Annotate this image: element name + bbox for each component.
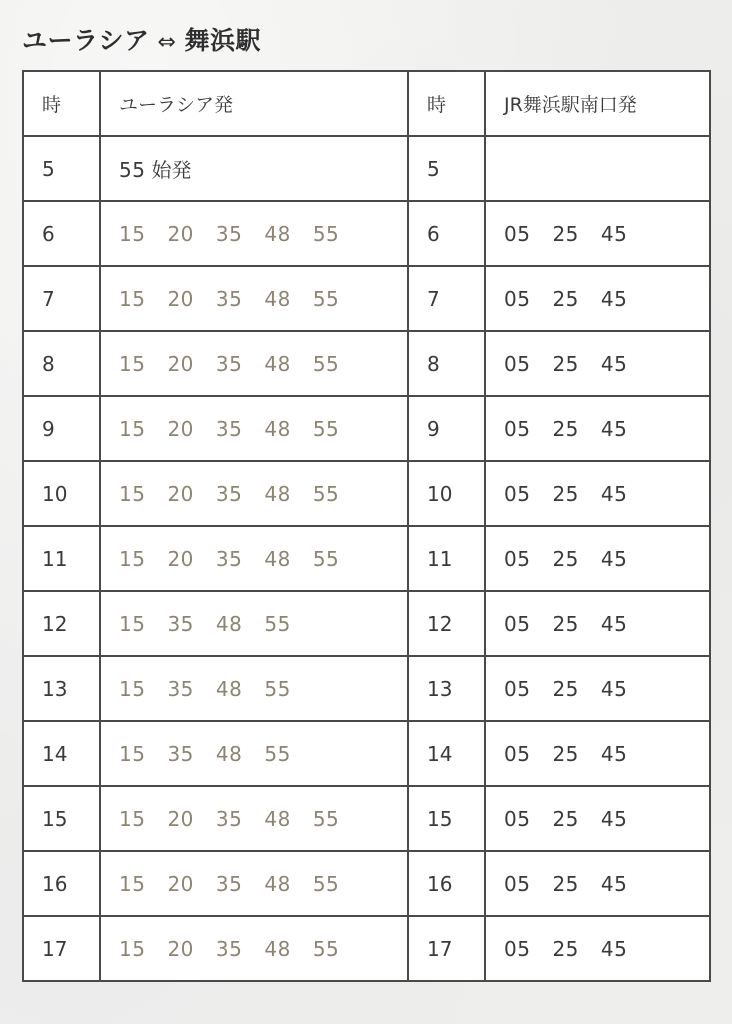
- hour-cell-eurasia: 6: [23, 201, 100, 266]
- departure-time: 25: [552, 871, 579, 896]
- departure-time: 35: [215, 416, 243, 441]
- hour-cell-maihama: 17: [408, 916, 485, 981]
- departure-time: 25: [552, 741, 579, 766]
- departure-times-maihama: [485, 851, 710, 916]
- hour-cell-maihama: 16: [408, 851, 485, 916]
- departure-times-maihama: [485, 461, 710, 526]
- hour-cell-maihama: 15: [408, 786, 485, 851]
- departure-times-eurasia: [100, 266, 408, 331]
- departure-times-eurasia: [100, 201, 408, 266]
- table-row: [23, 656, 710, 721]
- departure-time: 25: [552, 351, 579, 376]
- hour-cell-eurasia: 9: [23, 396, 100, 461]
- departure-times-maihama: [485, 331, 710, 396]
- table-row: [23, 461, 710, 526]
- departure-time: 55: [312, 221, 340, 246]
- departure-time: 35: [215, 936, 243, 961]
- departure-time: 45: [600, 351, 628, 376]
- departure-time: 48: [264, 286, 291, 311]
- departure-times-maihama: [485, 526, 710, 591]
- departure-time: 05: [504, 936, 531, 961]
- departure-times-eurasia: [100, 136, 408, 201]
- departure-time: 45: [600, 806, 628, 831]
- departure-time: 15: [119, 481, 146, 506]
- hour-cell-eurasia: 11: [23, 526, 100, 591]
- departure-time: 35: [215, 221, 243, 246]
- table-row: [23, 786, 710, 851]
- departure-times-maihama: [485, 916, 710, 981]
- departure-time: 25: [552, 611, 579, 636]
- page-title: [22, 22, 261, 62]
- hour-cell-maihama: 9: [408, 396, 485, 461]
- departure-time: 20: [167, 936, 194, 961]
- departure-time: 35: [215, 286, 243, 311]
- hour-cell-maihama: 11: [408, 526, 485, 591]
- hour-cell-maihama: 14: [408, 721, 485, 786]
- departure-time: 15: [119, 416, 146, 441]
- departure-time: 48: [264, 351, 291, 376]
- header-hour-left: 時: [23, 71, 100, 136]
- table-row: [23, 526, 710, 591]
- departure-times-maihama: [485, 591, 710, 656]
- departure-time: 20: [167, 871, 194, 896]
- departure-times-eurasia: [100, 656, 408, 721]
- hour-cell-eurasia: 17: [23, 916, 100, 981]
- departure-time: 20: [167, 481, 194, 506]
- departure-time: 20: [167, 351, 194, 376]
- table-row: [23, 396, 710, 461]
- departure-time: 48: [264, 806, 291, 831]
- departure-time: 25: [552, 936, 579, 961]
- departure-time: 15: [119, 611, 146, 636]
- departure-time: 35: [167, 611, 194, 636]
- hour-cell-eurasia: 16: [23, 851, 100, 916]
- header-row: [23, 71, 710, 136]
- departure-time: 48: [215, 611, 243, 636]
- departure-time: 55: [264, 611, 291, 636]
- departure-time: 05: [504, 351, 531, 376]
- departure-times-eurasia: [100, 851, 408, 916]
- departure-time: 25: [552, 806, 579, 831]
- departure-time: 05: [504, 416, 531, 441]
- departure-time: 15: [119, 546, 146, 571]
- departure-time: 48: [264, 221, 291, 246]
- departure-time: 25: [552, 416, 579, 441]
- hour-cell-eurasia: 10: [23, 461, 100, 526]
- departure-times-maihama: [485, 396, 710, 461]
- departure-time: 48: [264, 546, 291, 571]
- table-row: [23, 591, 710, 656]
- departure-time: 05: [504, 741, 531, 766]
- departure-time: 55: [264, 676, 291, 701]
- departure-time: 25: [552, 676, 579, 701]
- hour-cell-eurasia: 15: [23, 786, 100, 851]
- departure-time: 15: [119, 351, 146, 376]
- departure-time: 55: [264, 741, 291, 766]
- departure-time: 48: [264, 481, 291, 506]
- departure-time: 25: [552, 481, 579, 506]
- departure-time: 55: [312, 481, 340, 506]
- departure-time: 55: [312, 546, 340, 571]
- departure-time: 55: [312, 351, 340, 376]
- departure-time: 25: [552, 221, 579, 246]
- departure-time: 55: [312, 871, 340, 896]
- table-row: [23, 916, 710, 981]
- timetable-body: [23, 136, 710, 981]
- table-row: [23, 721, 710, 786]
- departure-time: 45: [600, 676, 628, 701]
- departure-time: 15: [119, 936, 146, 961]
- table-row: [23, 201, 710, 266]
- departure-time: 05: [504, 481, 531, 506]
- departure-time: 15: [119, 286, 146, 311]
- header-hour-right: 時: [408, 71, 485, 136]
- departure-time: 35: [215, 871, 243, 896]
- header-from-maihama: JR舞浜駅南口発: [485, 71, 710, 136]
- title-from: ユーラシア: [22, 26, 150, 55]
- hour-cell-maihama: 12: [408, 591, 485, 656]
- departure-time: 35: [215, 481, 243, 506]
- first-bus-note: 始発: [151, 158, 192, 182]
- departure-time: 15: [119, 676, 146, 701]
- departure-time: 35: [167, 741, 194, 766]
- departure-time: 35: [215, 546, 243, 571]
- departure-time: 55: [312, 936, 340, 961]
- departure-time: 20: [167, 806, 194, 831]
- departure-time: 20: [167, 286, 194, 311]
- departure-time: 55: [312, 286, 340, 311]
- departure-time: 35: [167, 676, 194, 701]
- departure-time: 55: [312, 416, 340, 441]
- departure-time: 45: [600, 871, 628, 896]
- departure-times-eurasia: [100, 396, 408, 461]
- departure-time: 48: [264, 871, 291, 896]
- hour-cell-maihama: 7: [408, 266, 485, 331]
- hour-cell-maihama: 5: [408, 136, 485, 201]
- departure-times-maihama: [485, 136, 710, 201]
- table-row: [23, 266, 710, 331]
- departure-time: 05: [504, 806, 531, 831]
- departure-times-eurasia: [100, 916, 408, 981]
- table-row: [23, 851, 710, 916]
- departure-time: 20: [167, 221, 194, 246]
- hour-cell-eurasia: 13: [23, 656, 100, 721]
- departure-time: 15: [119, 221, 146, 246]
- table-row: [23, 136, 710, 201]
- departure-times-maihama: [485, 721, 710, 786]
- hour-cell-maihama: 8: [408, 331, 485, 396]
- departure-time: 05: [504, 221, 531, 246]
- departure-time: 45: [600, 741, 628, 766]
- departure-times-maihama: [485, 786, 710, 851]
- hour-cell-eurasia: 8: [23, 331, 100, 396]
- departure-time: 05: [504, 611, 531, 636]
- departure-times-maihama: [485, 266, 710, 331]
- departure-times-maihama: [485, 656, 710, 721]
- departure-time: 05: [504, 676, 531, 701]
- departure-time: 05: [504, 871, 531, 896]
- departure-time: 15: [119, 741, 146, 766]
- departure-times-eurasia: [100, 591, 408, 656]
- departure-time: 45: [600, 416, 628, 441]
- shuttle-timetable: [22, 70, 711, 982]
- hour-cell-eurasia: 14: [23, 721, 100, 786]
- departure-time: 45: [600, 936, 628, 961]
- departure-time: 20: [167, 546, 194, 571]
- departure-time: 45: [600, 221, 628, 246]
- departure-time: 25: [552, 546, 579, 571]
- title-to: 舞浜駅: [184, 26, 261, 55]
- departure-time: 45: [600, 286, 628, 311]
- hour-cell-maihama: 6: [408, 201, 485, 266]
- table-row: [23, 331, 710, 396]
- departure-time: 45: [600, 481, 628, 506]
- hour-cell-eurasia: 7: [23, 266, 100, 331]
- departure-time: 55: [119, 158, 146, 182]
- hour-cell-eurasia: 12: [23, 591, 100, 656]
- departure-times-maihama: [485, 201, 710, 266]
- departure-times-eurasia: [100, 721, 408, 786]
- departure-time: 35: [215, 806, 243, 831]
- departure-time: 25: [552, 286, 579, 311]
- departure-times-eurasia: [100, 526, 408, 591]
- departure-time: 05: [504, 546, 531, 571]
- departure-time: 20: [167, 416, 194, 441]
- departure-time: 55: [312, 806, 340, 831]
- departure-time: 15: [119, 871, 146, 896]
- hour-cell-eurasia: 5: [23, 136, 100, 201]
- hour-cell-maihama: 13: [408, 656, 485, 721]
- departure-time: 15: [119, 806, 146, 831]
- departure-time: 45: [600, 611, 628, 636]
- departure-times-eurasia: [100, 786, 408, 851]
- departure-time: 45: [600, 546, 628, 571]
- header-from-eurasia: ユーラシア発: [100, 71, 408, 136]
- departure-times-eurasia: [100, 461, 408, 526]
- hour-cell-maihama: 10: [408, 461, 485, 526]
- bidirectional-arrow-icon: ⇔: [157, 30, 177, 55]
- departure-time: 05: [504, 286, 531, 311]
- departure-time: 48: [215, 741, 243, 766]
- departure-time: 48: [264, 936, 291, 961]
- departure-time: 48: [215, 676, 243, 701]
- departure-time: 48: [264, 416, 291, 441]
- departure-time: 35: [215, 351, 243, 376]
- departure-times-eurasia: [100, 331, 408, 396]
